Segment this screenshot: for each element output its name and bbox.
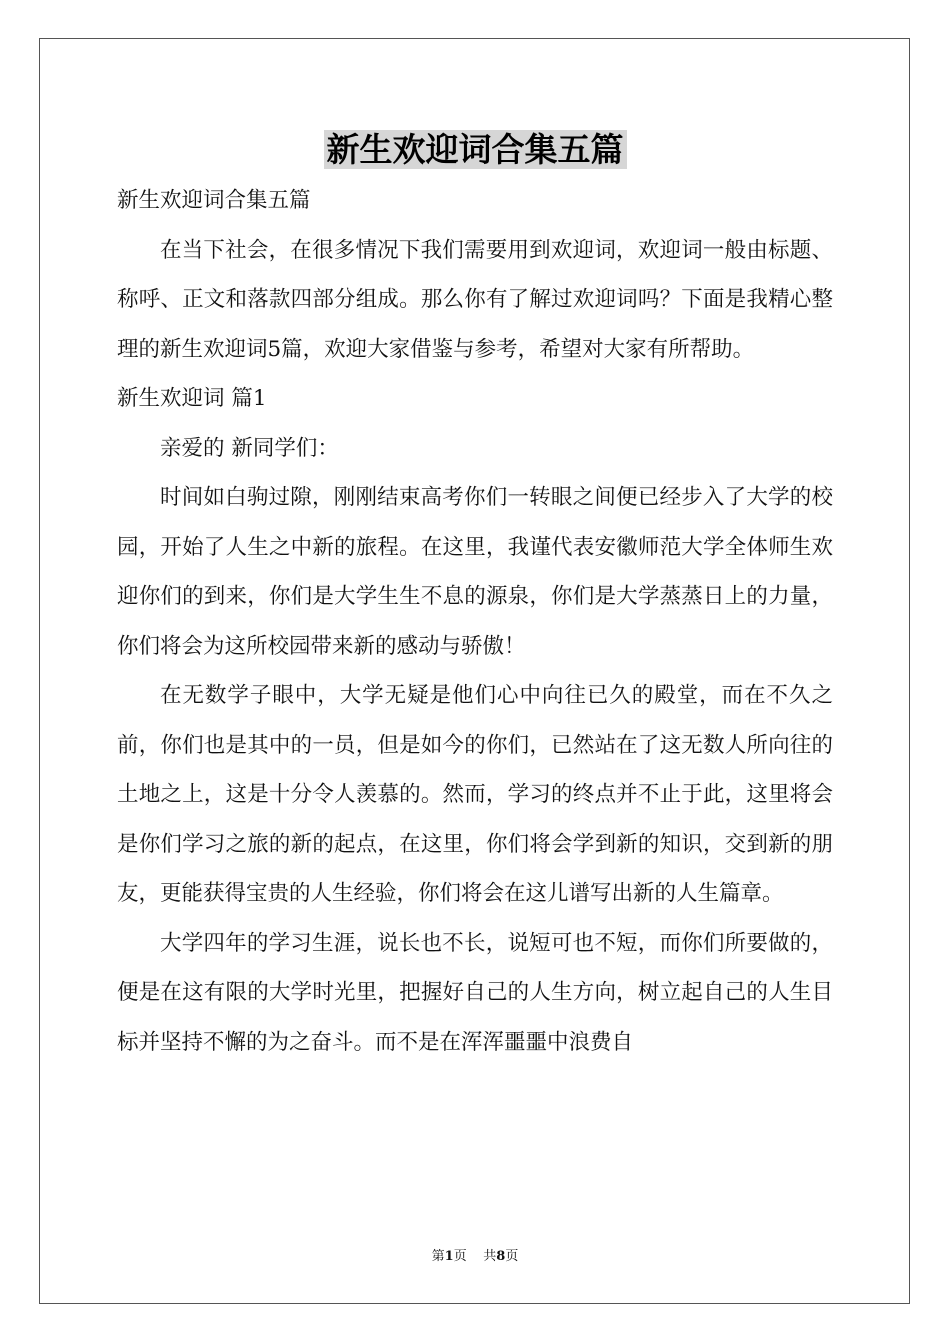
- page-footer: [0, 1245, 950, 1264]
- document-title-text: 新生欢迎词合集五篇: [324, 130, 627, 169]
- paragraph-salutation: 亲爱的 新同学们：: [160, 435, 339, 461]
- paragraph-subtitle: 新生欢迎词合集五篇: [117, 188, 311, 213]
- paragraph: 在无数学子眼中，大学无疑是他们心中向往已久的殿堂，而在不久之前，你们也是其中的一员，但是如今的你们，已然站在了这无数人所向往的土地之上，这是十分令人羡慕的。然而，学习的终点并不止于此，这里将会是你们学习之旅的新的起点，在这里，你们将会学到新的知识，交到新的朋友，更能获得宝贵的人生经验，你们将会在这儿谱写出新的人生篇章。: [117, 683, 833, 906]
- paragraph: 时间如白驹过隙，刚刚结束高考你们一转眼之间便已经步入了大学的校园，开始了人生之中新的旅程。在这里，我谨代表安徽师范大学全体师生欢迎你们的到来，你们是大学生生不息的源泉，你们是大学蒸蒸日上的力量，你们将会为这所校园带来新的感动与骄傲！: [117, 485, 833, 659]
- page-suffix: 页: [453, 1249, 467, 1264]
- page-current: 1: [444, 1249, 454, 1264]
- page-prefix: 第: [431, 1249, 445, 1264]
- paragraph-intro: 在当下社会，在很多情况下我们需要用到欢迎词，欢迎词一般由标题、称呼、正文和落款四部分组成。那么你有了解过欢迎词吗？下面是我精心整理的新生欢迎词5篇，欢迎大家借鉴与参考，希望对大家有所帮助。: [117, 237, 833, 362]
- paragraph: 大学四年的学习生涯，说长也不长，说短可也不短，而你们所要做的，便是在这有限的大学时光里，把握好自己的人生方向，树立起自己的人生目标并坚持不懈的为之奋斗。而不是在浑浑噩噩中浪费自: [117, 930, 833, 1055]
- document-title: [0, 126, 950, 174]
- document-body: [117, 176, 833, 1067]
- total-suffix: 页: [505, 1249, 519, 1264]
- total-prefix: 共: [483, 1249, 497, 1264]
- section-heading: 新生欢迎词 篇1: [117, 386, 267, 411]
- page-total: 8: [496, 1249, 506, 1264]
